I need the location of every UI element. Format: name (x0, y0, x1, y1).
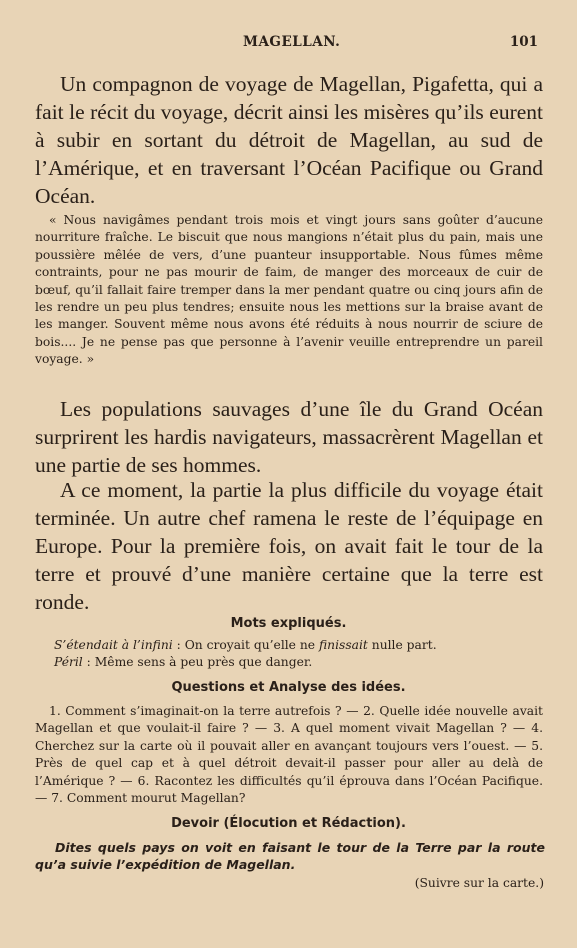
definition-text: Même sens à peu près que danger. (94, 655, 313, 669)
running-header (0, 34, 577, 54)
conclusion-paragraph: A ce moment, la partie la plus difficile du voyage était terminée. Un autre chef ramena le reste de l’équipage en Europe. Pour la première fois, on avait fait le tour de la terre et prouvé d’une manière certaine que la terre est ronde. (35, 478, 543, 614)
massacre-paragraph: Les populations sauvages d’une île du Grand Océan surprirent les hardis navigateurs, massacrèrent Magellan et une partie de ses hommes. (35, 397, 543, 477)
page-number: 101 (509, 34, 538, 50)
definition-item: Péril : Même sens à peu près que danger. (54, 655, 313, 669)
definitions-list (54, 637, 548, 671)
devoir-note: (Suivre sur la carte.) (414, 876, 544, 890)
definition-item: S’étendait à l’infini : On croyait qu’elle ne finissait nulle part. (54, 638, 437, 652)
pigafetta-quote: « Nous navigâmes pendant trois mois et vingt jours sans goûter d’aucune nourriture fraîche. Le biscuit que nous mangions n’était plus du pain, mais une poussière mêlée de vers, d’une puanteur insupportable. Nous fûmes même contraints, pour ne pas mourir de faim, de manger des morceaux de cuir de bœuf, qu’il fallait faire tremper dans la mer pendant quatre ou cinq jours afin de les rendre un peu plus tendres; ensuite nous les mettions sur la braise avant de les manger. Souvent même nous avons été réduits à nous nourrir de sciure de bois.... Je ne pense pas que personne à l’avenir veuille entreprendre un pareil voyage. » (35, 213, 543, 367)
intro-paragraph: Un compagnon de voyage de Magellan, Pigafetta, qui a fait le récit du voyage, décrit ainsi les misères qu’ils eurent à subir en sortant du détroit de Magellan, au sud de l’Amérique, et en traversant l’Océan Pacifique ou Grand Océan. (35, 72, 543, 208)
chapter-title: MAGELLAN. (243, 34, 341, 50)
definition-term: S’étendait à l’infini (54, 638, 173, 652)
definition-text: On croyait qu’elle ne (184, 638, 319, 652)
questions-text: 1. Comment s’imaginait-on la terre autrefois ? — 2. Quelle idée nouvelle avait Magellan et que voulait-il faire ? — 3. A quel moment vivait Magellan ? — 4. Cherchez sur la carte où il pouvait aller en avançant toujours vers l’ouest. — 5. Près de quel cap et à quel détroit devait-il passer pour aller au delà de l’Amérique ? — 6. Racontez les difficultés qu’il éprouva dans l’Océan Pacifique. — 7. Comment mourut Magellan? (35, 704, 543, 806)
devoir-text: Dites quels pays on voit en faisant le tour de la Terre par la route qu’a suivie l’expédition de Magellan. (35, 840, 545, 872)
definition-term: Péril (54, 655, 83, 669)
questions-heading: Questions et Analyse des idées. (171, 680, 406, 695)
mots-heading: Mots expliqués. (230, 616, 347, 631)
devoir-heading: Devoir (Élocution et Rédaction). (171, 816, 406, 831)
